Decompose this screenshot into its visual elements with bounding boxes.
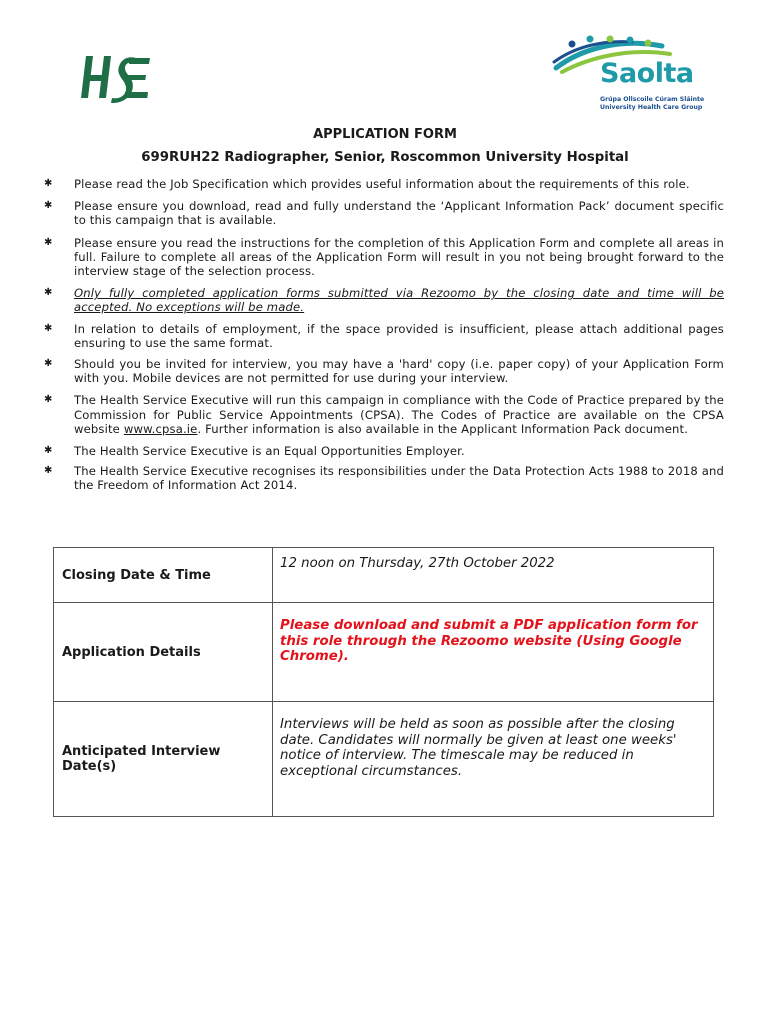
table-row <box>54 548 714 603</box>
application-info-table <box>53 547 714 817</box>
saolta-wordmark: Saolta <box>600 58 694 89</box>
list-item: ✱ The Health Service Executive recognises its responsibilities under the Data Protection Acts 1988 to 2018 and the Freedom of Information Act 2014. <box>44 464 724 493</box>
list-item: ✱ Should you be invited for interview, you may have a 'hard' copy (i.e. paper copy) of your Application Form with you. Mobile devices are not permitted for use during your interview. <box>44 357 724 386</box>
bullet-icon: ✱ <box>44 322 53 334</box>
table-row <box>54 702 714 817</box>
bullet-icon: ✱ <box>44 358 53 370</box>
closing-date-value: 12 noon on Thursday, 27th October 2022 <box>273 548 714 603</box>
bullet-icon: ✱ <box>44 445 53 457</box>
instructions-list <box>44 177 724 493</box>
table-row <box>54 603 714 702</box>
saolta-english-tagline: University Health Care Group <box>600 104 703 111</box>
position-title: 699RUH22 Radiographer, Senior, Roscommon University Hospital <box>141 150 629 165</box>
application-details-value: Please download and submit a PDF application form for this role through the Rezoomo website (Using Google Chrome). <box>273 603 714 702</box>
saolta-logo <box>552 34 712 116</box>
saolta-irish-tagline: Grúpa Ollscoile Cúram Sláinte <box>600 96 705 103</box>
list-item: ✱ Please read the Job Specification which provides useful information about the requirements of this role. <box>44 177 690 191</box>
bullet-icon: ✱ <box>44 394 53 406</box>
application-details-label: Application Details <box>54 603 273 702</box>
form-title: APPLICATION FORM <box>313 127 457 142</box>
bullet-icon: ✱ <box>44 200 53 212</box>
list-item: ✱ The Health Service Executive will run this campaign in compliance with the Code of Practice prepared by the Commission for Public Service Appointments (CPSA). The Codes of Practice are available on the CPSA website www.cpsa.ie. Further information is also available in the Applicant Information Pack document. <box>44 393 724 436</box>
list-item: ✱ Please ensure you read the instructions for the completion of this Application Form and complete all areas in full. Failure to complete all areas of the Application Form will result in you not being brought forward to the interview stage of the selection process. <box>44 235 724 279</box>
list-item: ✱ In relation to details of employment, if the space provided is insufficient, please attach additional pages ensuring to use the same format. <box>44 321 724 350</box>
list-item-emphasis: ✱ Only fully completed application forms submitted via Rezoomo by the closing date and time will be accepted. No exceptions will be made. <box>44 286 724 315</box>
list-item: ✱ Please ensure you download, read and fully understand the ‘Applicant Information Pack’ document specific to this campaign that is available. <box>44 199 724 228</box>
cpsa-website-link[interactable]: www.cpsa.ie <box>123 421 198 436</box>
interview-dates-label: Anticipated Interview Date(s) <box>54 702 273 817</box>
interview-dates-value: Interviews will be held as soon as possible after the closing date. Candidates will normally be given at least one weeks' notice of interview. The timescale may be reduced in exceptional circumstances. <box>273 702 714 817</box>
bullet-icon: ✱ <box>44 236 53 248</box>
list-item: ✱ The Health Service Executive is an Equal Opportunities Employer. <box>44 444 465 459</box>
bullet-icon: ✱ <box>44 465 53 477</box>
bullet-icon: ✱ <box>44 287 53 299</box>
bullet-icon: ✱ <box>44 178 53 189</box>
closing-date-label: Closing Date & Time <box>54 548 273 603</box>
hse-logo <box>78 48 152 104</box>
